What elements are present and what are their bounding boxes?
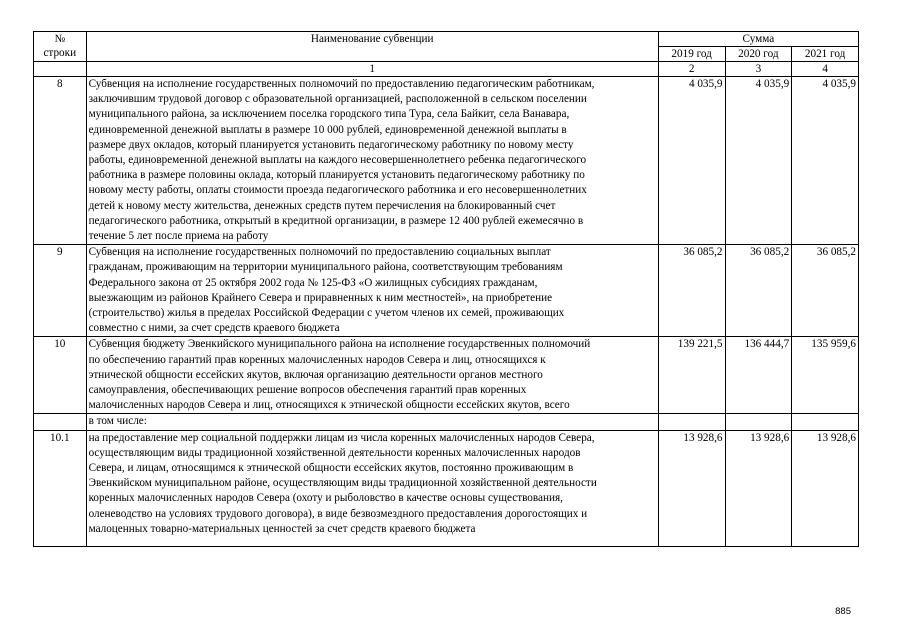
row-value-2021: 4 035,9 — [792, 77, 859, 245]
table-row — [34, 414, 859, 430]
row-value-2021: 36 085,2 — [792, 245, 859, 337]
row-description: Субвенция на исполнение государственных полномочий по предоставлению педагогическим работникам, заключившим трудовой договор с образовательной организацией, расположенной в сельском поселении муниципального района, за исключением поселка городского типа Тура, села Байкит, села Ванавара, единовременной денежной выплаты в размере 10 000 рублей, единовременной денежной выплаты в размере двух окладов, который планируется установить педагогическому работнику по новому месту работы, единовременной денежной выплаты на каждого несовершеннолетнего ребенка педагогического работника в размере половины оклада, который планируется установить педагогическому работнику по новому месту работы, оплаты стоимости проезда педагогического работника и его несовершеннолетних детей к новому месту жительства, денежных средств путем перечисления на блокированный счет педагогического работника, открытый в кредитной организации, в размере 12 400 рублей ежемесячно в течение 5 лет после приема на работу — [86, 77, 658, 245]
column-number-blank — [34, 62, 87, 77]
table-row — [34, 337, 859, 414]
header-subvention-name: Наименование субвенции — [86, 32, 658, 62]
row-value-2019: 139 221,5 — [658, 337, 725, 414]
header-sum: Сумма — [658, 32, 858, 47]
row-value-2020: 36 085,2 — [725, 245, 792, 337]
row-value-2019: 13 928,6 — [658, 430, 725, 546]
header-number-word: строки — [43, 47, 77, 59]
row-value-2020: 4 035,9 — [725, 77, 792, 245]
row-description: на предоставление мер социальной поддержки лицам из числа коренных малочисленных народов Севера, осуществляющим виды традиционной хозяйственной деятельности коренных малочисленных народов Севера, и лицам, относящимся к этнической общности ессейских якутов, постоянно проживающим в Эвенкийском муниципальном районе, осуществляющим виды традиционной хозяйственной деятельности коренных малочисленных народов Севера (охоту и рыболовство в качестве основы существования, оленеводство на условиях трудового договора), в виде безвозмездного предоставления дорогостоящих и малоценных товарно-материальных ценностей за счет средств краевого бюджета — [86, 430, 658, 546]
row-value-2019: 4 035,9 — [658, 77, 725, 245]
row-value-2019 — [658, 414, 725, 430]
row-number: 9 — [34, 245, 87, 337]
table-row — [34, 77, 859, 245]
row-value-2021: 135 959,6 — [792, 337, 859, 414]
page-number: 885 — [835, 606, 851, 617]
row-value-2020 — [725, 414, 792, 430]
row-number: 10 — [34, 337, 87, 414]
row-value-2020: 136 444,7 — [725, 337, 792, 414]
column-number-4: 4 — [792, 62, 859, 77]
header-row-1 — [34, 32, 859, 47]
column-number-3: 3 — [725, 62, 792, 77]
row-description: в том числе: — [86, 414, 658, 430]
header-year-2020: 2020 год — [725, 47, 792, 62]
header-year-2021: 2021 год — [792, 47, 859, 62]
column-number-row — [34, 62, 859, 77]
row-description: Субвенция на исполнение государственных полномочий по предоставлению социальных выплат гражданам, проживающим на территории муниципального района, соответствующим требованиям Федерального закона от 25 октября 2002 года № 125-ФЗ «О жилищных субсидиях гражданам, выезжающим из районов Крайнего Севера и приравненных к ним местностей», на приобретение (строительство) жилья в пределах Российской Федерации с учетом членов их семей, проживающих совместно с ними, за счет средств краевого бюджета — [86, 245, 658, 337]
row-value-2020: 13 928,6 — [725, 430, 792, 546]
row-number: 10.1 — [34, 430, 87, 546]
row-number: 8 — [34, 77, 87, 245]
header-year-2019: 2019 год — [658, 47, 725, 62]
row-value-2019: 36 085,2 — [658, 245, 725, 337]
column-number-1: 1 — [86, 62, 658, 77]
table-row — [34, 245, 859, 337]
row-description: Субвенция бюджету Эвенкийского муниципального района на исполнение государственных полномочий по обеспечению гарантий прав коренных малочисленных народов Севера и лиц, относящихся к этнической общности ессейских якутов, включая организацию деятельности органов местного самоуправления, обеспечивающих решение вопросов обеспечения гарантий прав коренных малочисленных народов Севера и лиц, относящихся к этнической общности ессейских якутов, всего — [86, 337, 658, 414]
header-row-number — [34, 32, 87, 62]
row-value-2021: 13 928,6 — [792, 430, 859, 546]
subvention-table — [33, 31, 859, 547]
row-value-2021 — [792, 414, 859, 430]
table-row — [34, 430, 859, 546]
row-number — [34, 414, 87, 430]
header-number-sign: № — [54, 33, 66, 45]
column-number-2: 2 — [658, 62, 725, 77]
